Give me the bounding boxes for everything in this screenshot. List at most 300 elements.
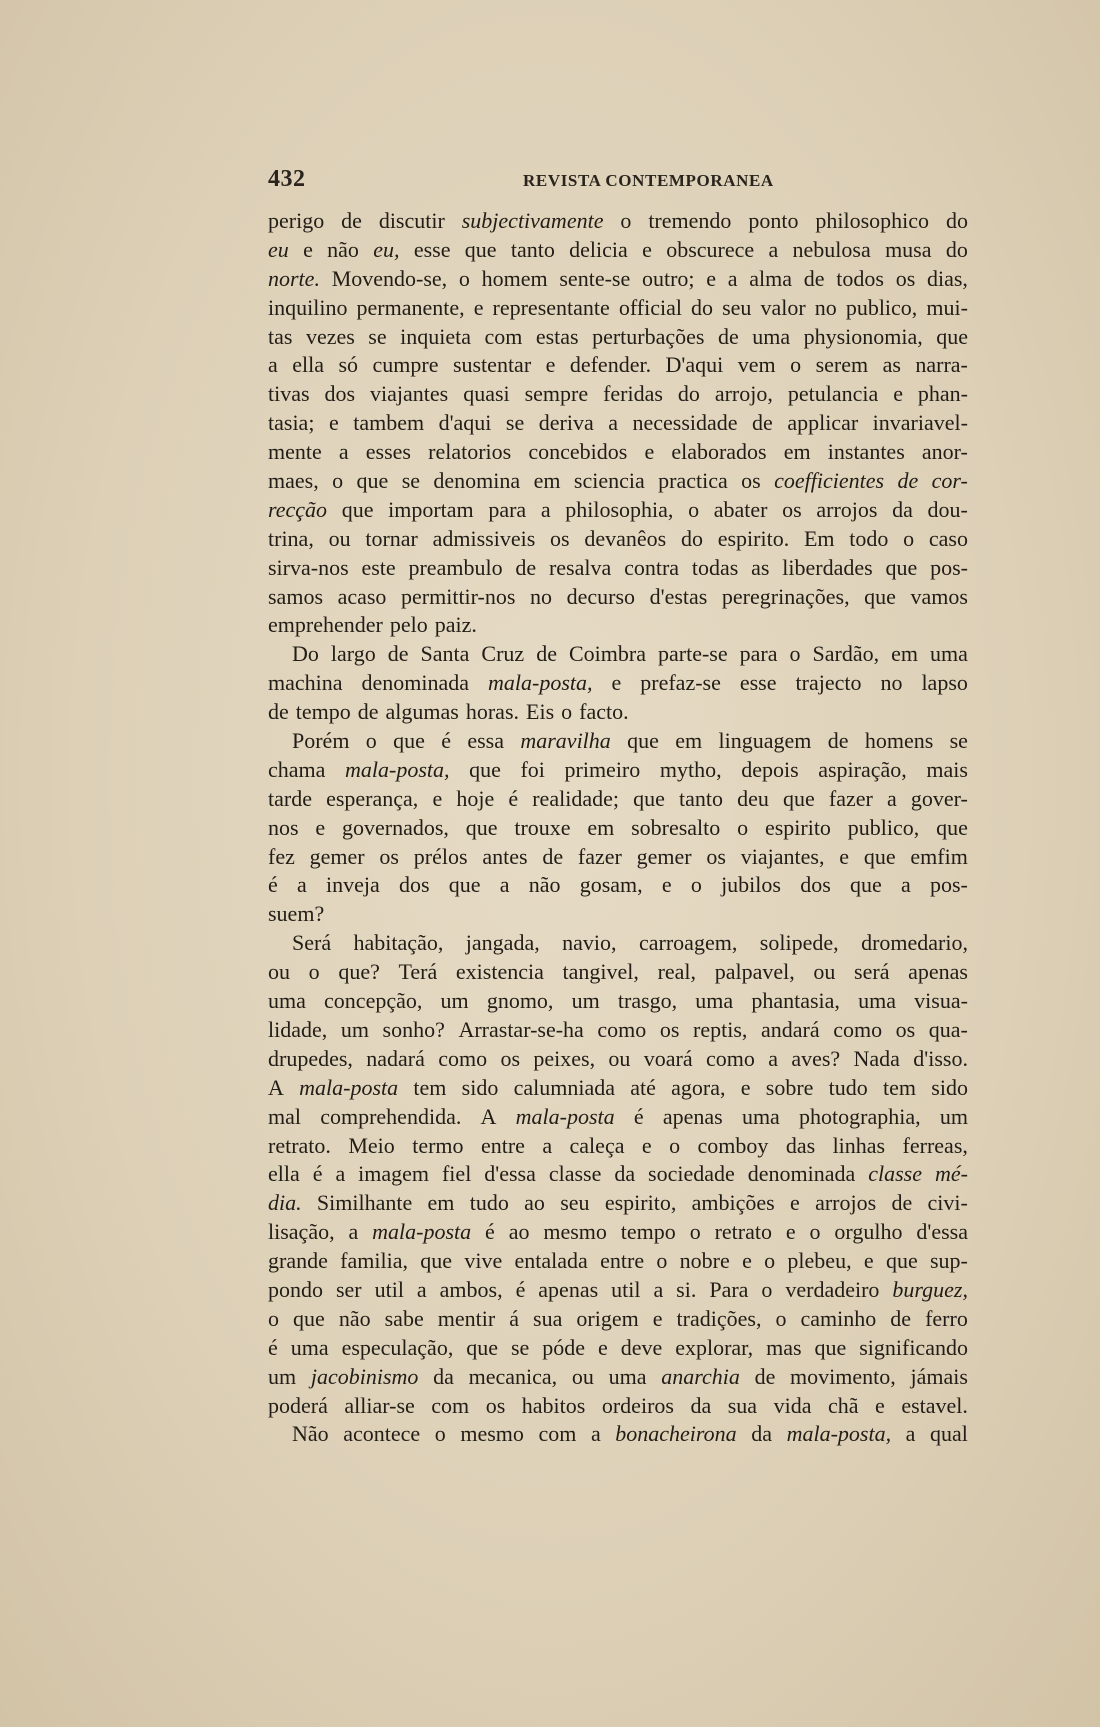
word: só [338,352,359,378]
word: sobre [765,1074,814,1100]
word: civi- [927,1190,968,1216]
word: todo [849,525,889,551]
word: não [338,1305,371,1331]
word: ou [813,959,836,985]
word: Terá [398,959,438,985]
word: seu [722,294,752,320]
word: a [296,872,307,898]
word: de [717,323,739,349]
word: ou [328,525,351,551]
word: horas. [465,699,520,725]
word: nos [268,814,299,840]
word: util [611,1276,641,1302]
word: que [885,1248,918,1274]
word: e [432,785,443,811]
word: calumniada [513,1074,615,1100]
word: sustentar [452,352,532,378]
page-header [268,166,968,194]
word: e [863,1248,874,1274]
word: espirito, [604,1190,677,1216]
word: jacobinismo [310,1363,419,1389]
word: todos [836,265,884,291]
word: a [268,352,278,378]
word: até [630,1074,656,1100]
word: o [903,525,915,551]
text-line [268,438,968,467]
word: uma [695,988,734,1014]
word: familia, [340,1248,408,1274]
word: todas [691,554,739,580]
word: dias, [926,265,968,291]
word: que [863,843,896,869]
word: os [485,1392,506,1418]
word: sup- [930,1248,968,1274]
text-line [268,1305,968,1334]
word: retrato [714,1219,772,1245]
word: tas [268,323,293,349]
word: é [312,1161,323,1187]
word: um [340,1016,369,1042]
word: das [785,1132,816,1158]
word: uma [268,988,306,1014]
text-line [268,756,968,785]
word: permittir-nos [401,583,516,609]
word: o [308,959,320,985]
word: trajecto [795,670,862,696]
word: nebulosa [792,236,871,262]
word: uma [290,1334,329,1360]
word: será [854,959,890,985]
text-line [268,294,968,323]
word: arrojos [816,496,878,522]
word: suem? [268,901,325,927]
word: sente-se [559,265,631,291]
word: o [434,1421,446,1447]
word: não [327,236,359,262]
word: ferro [925,1305,968,1331]
word: e [893,381,903,407]
word: apenas [908,959,968,985]
word: denomina [433,468,521,494]
word: facto. [579,699,629,725]
word: abater [713,496,768,522]
word: de [341,208,362,233]
word: deriva [538,410,594,436]
word: e [785,1219,796,1245]
word: vem [737,352,776,378]
text-line [268,900,968,929]
word: perturbações [592,323,705,349]
word: é [485,1219,495,1245]
word: qual [930,1421,968,1447]
word: e [790,1190,800,1216]
word: pelo [389,612,428,638]
word: de [542,843,564,869]
word: mesmo [543,1219,607,1245]
word: quasi [463,381,510,407]
word: que [356,468,389,494]
word: ferreas, [902,1132,968,1158]
word: tremendo [648,208,732,233]
text-line [268,1045,968,1074]
word: dromedario, [861,930,968,956]
word: algumas [385,699,459,725]
word: sirva-nos [268,554,349,580]
word: realidade; [532,785,619,811]
text-line [268,1160,968,1189]
word: os [550,525,570,551]
word: mé- [934,1161,968,1187]
word: outro; [641,265,695,291]
word: tanto [510,236,555,262]
word: sabe [384,1305,424,1331]
word: que [627,728,659,754]
word: Do [292,641,319,667]
text-line [268,525,968,554]
word: classe [868,1161,922,1187]
word: que [465,814,498,840]
word: antes [482,843,528,869]
word: um [440,988,469,1014]
word: elaborados [671,439,767,465]
word: perigo [268,208,325,233]
word: emfim [910,843,968,869]
text-line [268,1247,968,1276]
word: para [488,496,527,522]
word: bonacheirona [615,1421,737,1447]
word: d'aqui [438,410,492,436]
word: com [538,1421,577,1447]
word: este [361,554,396,580]
word: mytho, [659,756,722,782]
word: esperança, [326,785,419,811]
word: e [652,1305,663,1331]
text-line [268,669,968,698]
word: Arrastar-se-ha [458,1016,584,1042]
word: Santa [420,641,470,667]
word: lidade, [268,1016,328,1042]
word: e [473,294,484,320]
word: e [706,265,717,291]
word: fiel [441,1161,472,1187]
word: mente [268,439,322,465]
word: do [945,208,968,233]
word: vive [464,1248,503,1274]
text-line [268,351,968,380]
word: ambições [691,1190,775,1216]
word: si. [676,1276,697,1302]
word: peregrinações, [721,583,850,609]
word: estas [535,323,579,349]
word: em [891,641,919,667]
word: que [466,1334,499,1360]
word: os [379,843,399,869]
word: um [571,988,600,1014]
word: tangivel, [562,959,639,985]
text-line [268,554,968,583]
word: prélos [413,843,468,869]
word: Nada [853,1045,900,1071]
word: os [741,468,761,494]
word: classe [548,1161,602,1187]
word: parte-se [658,641,728,667]
word: o [689,1219,701,1245]
word: jubilos [721,872,781,898]
word: comboy [697,1132,769,1158]
word: do [677,381,700,407]
word: largo [330,641,376,667]
word: Similhante [316,1190,413,1216]
word: termo [412,1132,464,1158]
word: eu [268,236,289,262]
word: em [427,1190,455,1216]
word: alma [749,265,793,291]
word: e [598,1334,608,1360]
word: tanto [678,785,723,811]
word: é [515,1276,526,1302]
word: tudo [469,1190,509,1216]
word: real, [657,959,697,985]
word: mala-posta [515,1103,615,1129]
word: o [737,814,749,840]
text-line [268,640,968,669]
word: sua [533,1305,563,1331]
word: que [464,236,497,262]
word: plebeu, [787,1248,852,1274]
word: apenas [538,1276,599,1302]
word: samos [268,583,323,609]
word: com [431,1392,470,1418]
word: grande [268,1248,328,1274]
word: philosophico [815,208,930,233]
word: hoje [456,785,495,811]
word: que [814,1334,847,1360]
word: solipede, [759,930,839,956]
word: espirito. [717,525,790,551]
text-line [268,1363,968,1392]
word: sido [461,1074,499,1100]
word: a [348,1219,359,1245]
word: publico, [845,294,918,320]
word: a [905,1421,916,1447]
word: Não [292,1421,329,1447]
word: liberdades [782,554,873,580]
word: acontece [343,1421,421,1447]
word: phantasia, [751,988,840,1014]
word: jangada, [465,930,540,956]
word: e [545,352,556,378]
word: representante [492,294,610,320]
word: ambos, [439,1276,503,1302]
word: ao [508,1219,530,1245]
word: recção [268,496,328,522]
word: o [365,728,377,754]
text-line [268,929,968,958]
word: tem [883,1074,917,1100]
word: o [561,699,573,725]
word: estavel. [901,1392,968,1418]
word: o [268,1305,279,1331]
word: governados, [341,814,449,840]
word: os [895,1016,916,1042]
word: e [661,872,672,898]
text-line [268,611,968,640]
word: decurso [566,583,636,609]
word: subjectivamente [461,208,604,233]
word: e [642,236,652,262]
text-line [268,727,968,756]
word: como [438,1045,488,1071]
word: Em [803,525,835,551]
word: gemer [636,843,692,869]
word: a [540,496,551,522]
text-line [268,1334,968,1363]
word: sempre [524,381,589,407]
word: trouxe [514,814,571,840]
word: util [374,1276,404,1302]
word: seu [560,1190,590,1216]
word: os [895,265,916,291]
word: o [761,1276,773,1302]
word: de [897,468,919,494]
word: de [357,699,379,725]
word: acaso [337,583,387,609]
word: anor- [921,439,968,465]
text-line [268,1103,968,1132]
word: mala-posta, [345,756,450,782]
word: necessidade [632,410,738,436]
word: dos [800,872,831,898]
word: uma [930,641,968,667]
word: a [653,1276,664,1302]
word: andará [760,1016,820,1042]
word: de [754,1363,776,1389]
word: trasgo, [617,988,678,1014]
word: chama [268,756,326,782]
word: palpavel, [714,959,795,985]
word: ou [608,1045,631,1071]
word: norte. [268,265,320,291]
word: aspiração, [818,756,907,782]
word: photographia, [799,1103,921,1129]
word: dia. [268,1190,302,1216]
word: inquilino [268,294,348,320]
word: sido [931,1074,968,1100]
word: practica [658,468,728,494]
text-line [268,380,968,409]
word: maravilha [520,728,611,754]
word: o [775,1305,787,1331]
word: o [789,641,801,667]
word: obscurece [666,236,755,262]
word: peixes, [533,1045,596,1071]
word: pondo [268,1276,323,1302]
text-line [268,583,968,612]
word: com [484,323,523,349]
word: verdadeiro [785,1276,880,1302]
word: e [315,814,326,840]
word: habitação, [353,930,444,956]
word: sonho? [382,1016,445,1042]
word: que [393,728,425,754]
word: movimento, [790,1363,896,1389]
word: imagem [358,1161,430,1187]
word: deu [737,785,769,811]
word: que [849,872,882,898]
word: o [620,208,632,233]
word: machina [268,670,343,696]
word: como [597,1016,647,1042]
word: tudo [828,1074,868,1100]
word: tempo [295,699,351,725]
word: vamos [910,583,968,609]
word: os [659,1016,680,1042]
word: sua [727,1392,758,1418]
word: valor [760,294,806,320]
word: de [752,410,773,436]
word: preambulo [408,554,503,580]
word: mui- [926,294,968,320]
word: sobresalto [631,814,721,840]
word: ao [524,1190,545,1216]
word: foi [520,756,545,782]
word: é [441,728,452,754]
word: existencia [455,959,544,985]
word: do [945,236,968,262]
word: é [508,785,519,811]
word: o [332,468,344,494]
word: que [783,785,815,811]
word: mala-posta [299,1074,399,1100]
word: de [827,728,849,754]
word: tradições, [676,1305,762,1331]
text-line [268,265,968,294]
word: nobre [679,1248,730,1274]
word: da [614,1161,636,1187]
word: pos- [929,872,968,898]
word: e [740,1074,751,1100]
word: que? [338,959,380,985]
word: eu, [373,236,400,262]
word: a [338,439,349,465]
word: esses [365,439,411,465]
word: linhas [832,1132,886,1158]
word: invariavel- [872,410,968,436]
word: os [782,496,802,522]
word: aves? [791,1045,841,1071]
word: o [764,1248,776,1274]
page-number: 432 [268,166,306,192]
word: visua- [914,988,968,1014]
word: dou- [927,496,968,522]
word: entre [480,1132,525,1158]
word: um [268,1363,297,1389]
word: arrojos [815,1190,877,1216]
word: importam [388,496,474,522]
word: a [768,236,779,262]
word: que [293,1305,325,1331]
word: de [515,554,537,580]
word: gnomo, [486,988,554,1014]
word: que [864,583,896,609]
word: do [691,294,714,320]
word: tarde [268,785,312,811]
word: physionomia, [803,323,923,349]
word: tasia; [268,410,315,436]
word: que [469,756,501,782]
word: que [448,872,481,898]
word: caleça [569,1132,625,1158]
